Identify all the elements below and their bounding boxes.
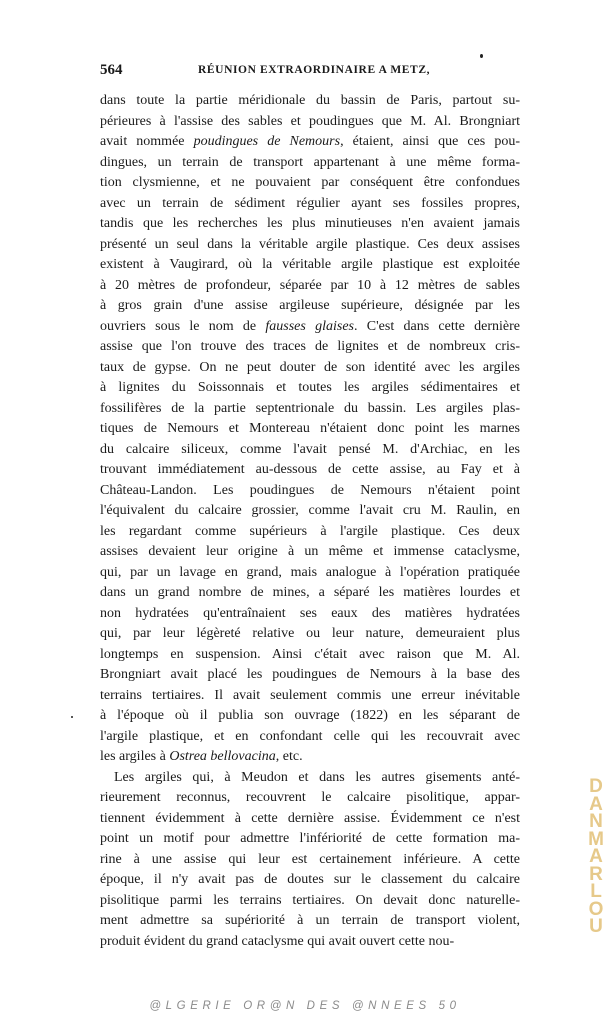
text-run: à gros grain d'une assise argileuse supérieure, désignée par les [100,298,520,313]
text-line [100,317,520,338]
text-run: terrains tertiaires. Il avait seulement commis une erreur inévitable [100,687,520,703]
text-line [100,809,520,830]
text-run: point un motif pour admettre l'infériorité de cette formation ma- [100,831,520,846]
running-header [100,62,520,84]
italic-text: fausses glaises [265,318,355,334]
stamp-letter: O [588,898,604,920]
text-line [100,870,520,891]
text-line [100,686,520,707]
text-run: Château-Landon. Les poudingues de Nemours n'étaient point [100,482,520,498]
text-line [100,932,520,953]
text-line [100,911,520,932]
text-run: les argiles à [100,749,170,764]
page-number: 564 [100,62,123,78]
text-run: ment admettre sa supériorité à un terrain de transport violent, [100,913,520,928]
running-head-title: RÉUNION EXTRAORDINAIRE A METZ, [198,64,431,76]
text-line [100,768,520,789]
italic-text: Ostrea bellovacina [169,749,276,764]
text-run: à 20 mètres de profondeur, séparée par 10 à 12 mètres de sables [100,277,520,293]
text-line [100,153,520,174]
text-run: trouvant immédiatement au-dessous de cette assise, au Fay et à [100,462,520,477]
text-line [100,727,520,748]
ink-speck [71,716,73,718]
text-line [100,440,520,461]
text-line [100,747,520,768]
stamp-letter: L [590,881,602,902]
text-line [100,583,520,604]
text-line [100,891,520,912]
text-run: existent à Vaugirard, où la véritable argile plastique est exploitée [100,257,520,272]
text-line [100,788,520,809]
text-run: pisolitique parmi les terrains tertiaires. On devait donc naturelle- [100,892,520,908]
text-line [100,358,520,379]
text-line [100,255,520,276]
text-run: Brongniart avait placé les poudingues de Nemours à la base des [100,667,520,682]
text-run: l'argile plastique, et en confondant celle qui les recouvrait avec [100,728,520,744]
text-line [100,604,520,625]
stamp-letter: M [588,828,604,850]
text-line [100,460,520,481]
text-run: dans toute la partie méridionale du bassin de Paris, partout su- [100,93,520,108]
stamp-letter: N [589,811,603,832]
text-run: rieurement reconnus, recouvrent le calcaire pisolitique, appar- [100,790,520,805]
ink-speck [480,54,483,58]
text-run: à lignites du Soissonnais et toutes les argiles sédimentaires et [100,380,520,395]
text-run: assise que l'on trouve des traces de lignites et de nombreux cris- [100,339,520,354]
text-run: taux de gypse. On ne peut douter de son identité avec les argiles [100,359,520,375]
italic-text: poudingues de Nemours [193,134,341,149]
text-run: non hydratées qu'entraînaient ses eaux des matières hydratées [100,605,520,621]
text-run: époque, il n'y avait pas de doutes sur le classement du calcaire [100,872,520,887]
text-run: présenté un seul dans la véritable argile plastique. Ces deux assises [100,236,520,252]
stamp-letter: R [589,863,603,885]
text-line [100,337,520,358]
text-line [100,173,520,194]
text-run: tion clysmienne, et ne pouvaient par conséquent être confondues [100,175,520,190]
stamp-letter: D [589,776,603,797]
paragraph-2 [100,768,520,953]
text-run: les regardant comme supérieurs à l'argile plastique. Ces deux [100,523,520,539]
text-line [100,850,520,871]
text-line [100,624,520,645]
text-line [100,399,520,420]
text-run: rine à une assise qui leur est certainement inférieure. A cette [100,851,520,867]
stamp-letter: U [589,916,603,937]
text-line [100,378,520,399]
paragraph-1 [100,91,520,768]
text-line [100,706,520,727]
text-run: dans un grand nombre de mines, a séparé les matières lourdes et [100,585,520,600]
text-run: du calcaire siliceux, comme l'avait pensé M. d'Archiac, en les [100,441,520,457]
text-line [100,522,520,543]
text-run: dingues, un terrain de transport appartenant à une même forma- [100,154,520,170]
text-run: avec un terrain de sédiment régulier ayant ses fossiles propres, [100,195,520,211]
body-text [100,91,520,952]
text-line [100,214,520,235]
stamp-letter: A [589,793,603,815]
text-run: , etc. [275,749,303,764]
text-run: produit évident du grand cataclysme qui avait ouvert cette nou- [100,933,455,949]
text-line [100,665,520,686]
text-run: qui, par leur légèreté relative ou leur nature, demeuraient plus [100,626,520,641]
text-run: tandis que les recherches les plus minutieuses n'en avaient jamais [100,216,520,231]
text-line [100,112,520,133]
text-run: . C'est dans cette dernière [354,318,520,334]
text-run: assises devaient leur origine à un même et immense cataclysme, [100,544,520,559]
danmarlou-stamp [585,778,607,936]
text-line [100,563,520,584]
text-run: fossilifères de la partie septentrionale du bassin. Les argiles plas- [100,400,520,416]
footer-watermark: @LGERIE OR@N DES @NNEES 50 [149,1000,461,1012]
text-line [100,132,520,153]
text-run: qui, par un lavage en grand, mais analogue à l'opération pratiquée [100,564,520,580]
text-run: périeures à l'assise des sables et poudingues que M. Al. Brongniart [100,113,520,129]
text-run: à l'époque où il publia son ouvrage (1822) en les séparant de [100,708,520,723]
text-line [100,645,520,666]
text-run: ouvriers sous le nom de [100,318,266,334]
text-line [100,542,520,563]
text-line [100,276,520,297]
text-run: l'équivalent du calcaire grossier, comme l'avait cru M. Raulin, en [100,503,520,518]
text-run: tiques de Nemours et Montereau n'étaient donc point les marnes [100,421,520,436]
text-run: , étaient, ainsi que ces pou- [340,134,520,149]
text-run: longtemps en suspension. Ainsi c'était avec raison que M. Al. [100,646,520,662]
text-run: avait nommée [100,134,194,149]
text-line [100,91,520,112]
text-line [100,194,520,215]
stamp-letter: A [589,846,603,867]
text-run: Les argiles qui, à Meudon et dans les autres gisements anté- [114,769,520,785]
text-line [100,501,520,522]
text-line [100,481,520,502]
text-line [100,235,520,256]
text-line [100,419,520,440]
text-line [100,296,520,317]
text-line [100,829,520,850]
text-run: tiennent évidemment à cette dernière assise. Évidemment ce n'est [100,810,520,826]
